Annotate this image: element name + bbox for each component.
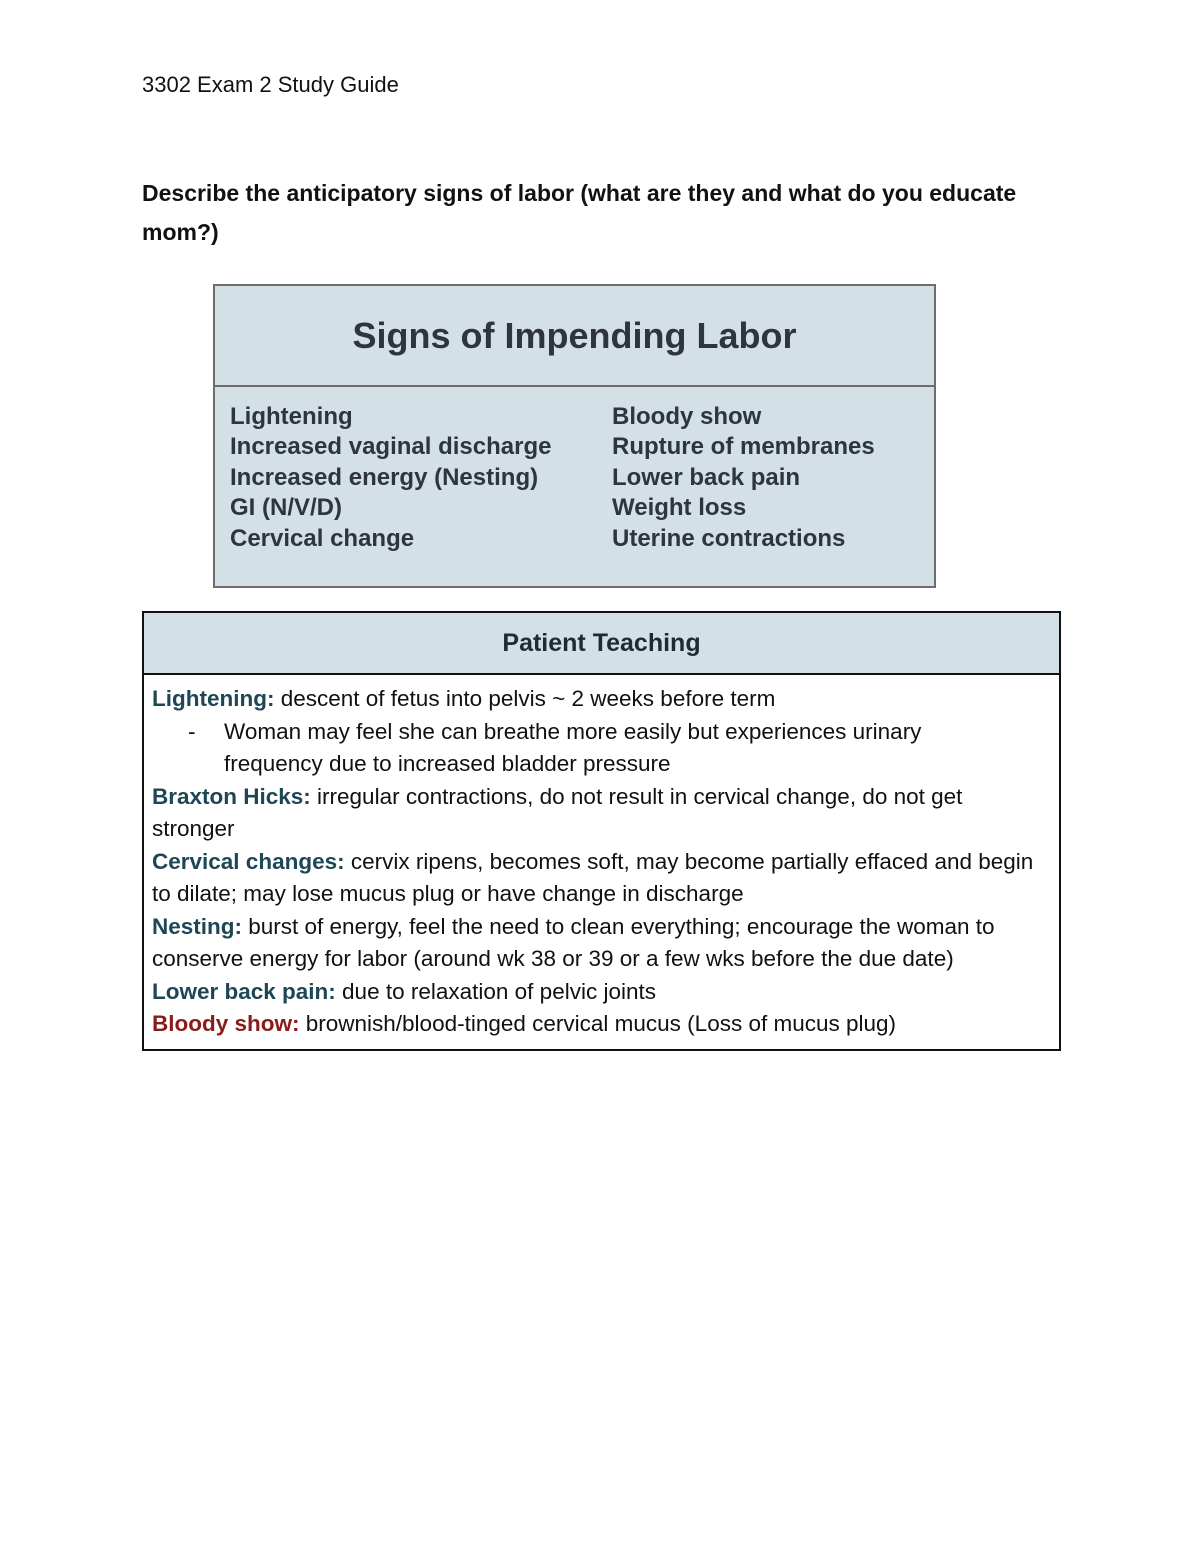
sign-item: Increased energy (Nesting) — [230, 463, 539, 491]
document-header: 3302 Exam 2 Study Guide — [142, 72, 399, 97]
teaching-text: descent of fetus into pelvis ~ 2 weeks before term — [274, 686, 776, 711]
bullet-dash: - — [188, 718, 196, 744]
patient-teaching-header: Patient Teaching — [144, 613, 1059, 675]
teaching-text: brownish/blood-tinged cervical mucus (Loss of mucus plug) — [299, 1011, 897, 1036]
question-heading: Describe the anticipatory signs of labor (what are they and what do you educate mom?) — [142, 180, 1017, 245]
teaching-entry-cervical-changes — [152, 846, 1049, 911]
signs-left-list — [230, 402, 612, 554]
teaching-term: Lightening: — [152, 686, 275, 711]
teaching-sub-bullet — [152, 716, 1049, 781]
teaching-text: burst of energy, feel the need to clean everything; encourage the woman to conserve energy for labor (around wk 38 or 39 or a few wks before the due date) — [152, 913, 995, 971]
sign-item: GI (N/V/D) — [230, 494, 342, 522]
teaching-entry-braxton-hicks — [152, 781, 1049, 846]
sign-item: Rupture of membranes — [612, 433, 875, 461]
teaching-term: Bloody show: — [152, 1011, 300, 1036]
teaching-term: Nesting: — [152, 913, 242, 939]
sign-item: Weight loss — [612, 494, 747, 522]
teaching-text: irregular contractions, do not result in cervical change, do not get stronger — [152, 783, 963, 841]
teaching-entry-bloody-show — [152, 1008, 1049, 1041]
teaching-term: Braxton Hicks: — [152, 783, 311, 809]
teaching-text: cervix ripens, becomes soft, may become partially effaced and begin to dilate; may lose mucus plug or have change in discharge — [152, 848, 1034, 906]
sign-item: Bloody show — [612, 403, 762, 430]
signs-columns — [215, 387, 934, 554]
signs-of-labor-figure — [213, 284, 936, 588]
signs-figure-title: Signs of Impending Labor — [215, 286, 934, 387]
sign-item: Cervical change — [230, 524, 415, 552]
teaching-text: due to relaxation of pelvic joints — [335, 978, 656, 1004]
sign-item: Lower back pain — [612, 463, 801, 491]
sign-item: Lightening — [230, 403, 353, 430]
sign-item: Increased vaginal discharge — [230, 433, 552, 461]
teaching-entry-nesting — [152, 911, 1049, 976]
sign-item: Uterine contractions — [612, 524, 846, 552]
teaching-term: Lower back pain: — [152, 978, 336, 1004]
patient-teaching-table — [142, 611, 1061, 1051]
signs-right-list — [612, 402, 932, 554]
patient-teaching-body — [144, 675, 1059, 1041]
teaching-entry-lightening — [152, 683, 1049, 716]
teaching-entry-lower-back-pain — [152, 976, 1049, 1009]
teaching-term: Cervical changes: — [152, 848, 345, 874]
teaching-sub-text: Woman may feel she can breathe more easily but experiences urinary frequency due to increased bladder pressure — [224, 718, 922, 776]
